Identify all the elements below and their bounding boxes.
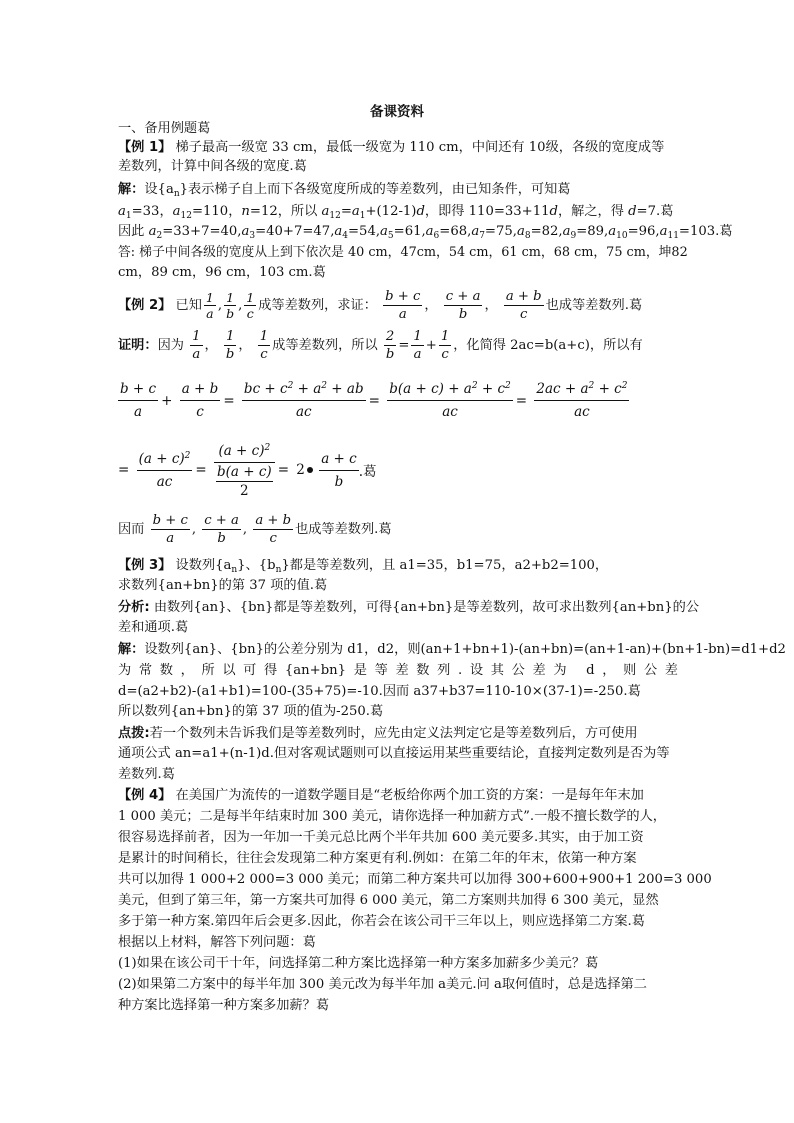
- ex1-question-line1: 【例 1】 梯子最高一级宽 33 cm，最低一级宽为 110 cm，中间还有 10级，各级的宽度成等: [118, 140, 665, 155]
- ex4-line4: 是累计的时间稍长，往往会发现第二种方案更有利.例如：在第二年的年末，依第一种方案: [118, 851, 637, 866]
- ex1-solution-line3: 因此 $a_2=33+7=40,a_3=40+7=47,a_4=54,a_5=61,a_6=68,a_7=75,a_8=82,a_9=89,a_{10}=96,a_{11}=103$.葛: [118, 224, 733, 241]
- ex3-question-line1: 【例 3】 设数列$\{a_n\}$、$\{b_n\}$都是等差数列，且 a1=35，b1=75，a2+b2=100，: [118, 558, 609, 575]
- ex4-line3: 很容易选择前者，因为一年加一千美元总比两个半年共加 600 美元要多.其实，由于加工资: [118, 830, 644, 845]
- multiply-dot-icon: [307, 467, 313, 473]
- section-heading: 一、备用例题葛: [118, 121, 211, 136]
- ex3-tip-line2: 通项公式 an=a1+(n-1)d.但对客观试题则可以直接运用某些重要结论，直接判定数列是否为等: [118, 746, 670, 761]
- ex2-equation-2: = $\frac{(a + c)^2}{ac}$ = $\frac{(a + c)^2}{\frac{b(a + c)}{2}}$ = 2 $\frac{a + c}{b}$ .葛: [118, 440, 377, 500]
- ex2-question: 【例 2】 已知 $\frac{1}{a}$ , $\frac{1}{b}$ , $\frac{1}{c}$ 成等差数列，求证： $\frac{b + c}{a}$ ， $\frac{c + a}{b}$ ， $\frac{a + b}{c}$ 也成等差数列.葛: [118, 289, 643, 322]
- ex3-solution-line3: d=(a2+b2)-(a1+b1)=100-(35+75)=-10.因而 a37+b37=110-10×(37-1)=-250.葛: [118, 684, 641, 699]
- ex4-question2-line1: (2)如果第二方案中的每半年加 300 美元改为每半年加 a美元.问 a取何值时，总是选择第二: [118, 977, 647, 992]
- ex3-tip-line3: 差数列.葛: [118, 767, 175, 782]
- ex2-conclusion: 因而 $\frac{b + c}{a}$ , $\frac{c + a}{b}$ , $\frac{a + b}{c}$ 也成等差数列.葛: [118, 513, 392, 546]
- ex4-question2-line2: 种方案比选择第一种方案多加薪？葛: [118, 998, 329, 1013]
- ex4-line7: 多于第一种方案.第四年后会更多.因此，你若会在该公司干三年以上，则应选择第二方案.葛: [118, 914, 645, 929]
- doc-title: 备课资料: [370, 104, 424, 120]
- ex4-line5: 共可以加得 1 000+2 000=3 000 美元；而第二种方案共可以加得 300+600+900+1 200=3 000: [118, 872, 712, 887]
- ex4-line8: 根据以上材料，解答下列问题：葛: [118, 935, 316, 950]
- ex2-equation-1: $\frac{b + c}{a}$ + $\frac{a + b}{c}$ = $\frac{bc + c^2 + a^2 + ab}{ac}$ = $\frac{b(a + c) + a^2 + c^2}{ac}$ = $\frac{2ac + a^2 + c^2}{ac}$: [118, 378, 629, 423]
- ex4-line2: 1 000 美元；二是每半年结束时加 300 美元，请你选择一种加薪方式”.一般不擅长数学的人，: [118, 809, 666, 824]
- ex3-solution-line2: 为常数，所以可得{an+bn}是等差数列.设其公差为 d，则公差: [118, 663, 678, 678]
- ex4-line6: 美元，但到了第三年，第一方案共可加得 6 000 美元，第二方案则共加得 6 300 美元，显然: [118, 893, 659, 908]
- ex4-line1: 【例 4】 在美国广为流传的一道数学题目是“老板给你两个加工资的方案：一是每年年末加: [118, 788, 644, 803]
- ex1-solution-line2: $a_1=33$，$a_{12}=110$，n=12，所以 $a_{12}=a_1+(12-1)d$，即得 110=33+11d，解之，得 d=7.葛: [118, 204, 674, 221]
- ex3-analysis-line1: 分析: 由数列{an}、{bn}都是等差数列，可得{an+bn}是等差数列，故可求出数列{an+bn}的公: [118, 600, 700, 615]
- ex3-solution-line4: 所以数列{an+bn}的第 37 项的值为-250.葛: [118, 704, 384, 719]
- ex4-question1: (1)如果在该公司干十年，问选择第二种方案比选择第一种方案多加薪多少美元？葛: [118, 956, 599, 971]
- ex2-proof-line1: 证明：因为 $\frac{1}{a}$ ， $\frac{1}{b}$ ， $\frac{1}{c}$ 成等差数列，所以 $\frac{2}{b}$ = $\frac{1}{a}$ + $\frac{1}{c}$ ，化简得 2ac=b(a+c)，所以有: [118, 329, 643, 362]
- ex3-question-line2: 求数列{an+bn}的第 37 项的值.葛: [118, 578, 328, 593]
- ex3-analysis-line2: 差和通项.葛: [118, 620, 189, 635]
- ex3-tip-line1: 点拨:若一个数列未告诉我们是等差数列时，应先由定义法判定它是等差数列后，方可使用: [118, 726, 638, 741]
- ex1-answer-line1: 答: 梯子中间各级的宽度从上到下依次是 40 cm，47cm，54 cm，61 cm，68 cm，75 cm，坤82: [118, 245, 688, 260]
- ex1-answer-line2: cm，89 cm，96 cm，103 cm.葛: [118, 265, 326, 280]
- ex3-solution-line1: 解：设数列{an}、{bn}的公差分别为 d1，d2，则(an+1+bn+1)-(an+bn)=(an+1-an)+(bn+1-bn)=d1+d2: [118, 642, 786, 657]
- ex1-question-line2: 差数列，计算中间各级的宽度.葛: [118, 159, 307, 174]
- ex1-solution-line1: 解：设$\{a_n\}$表示梯子自上而下各级宽度所成的等差数列，由已知条件，可知葛: [118, 182, 571, 199]
